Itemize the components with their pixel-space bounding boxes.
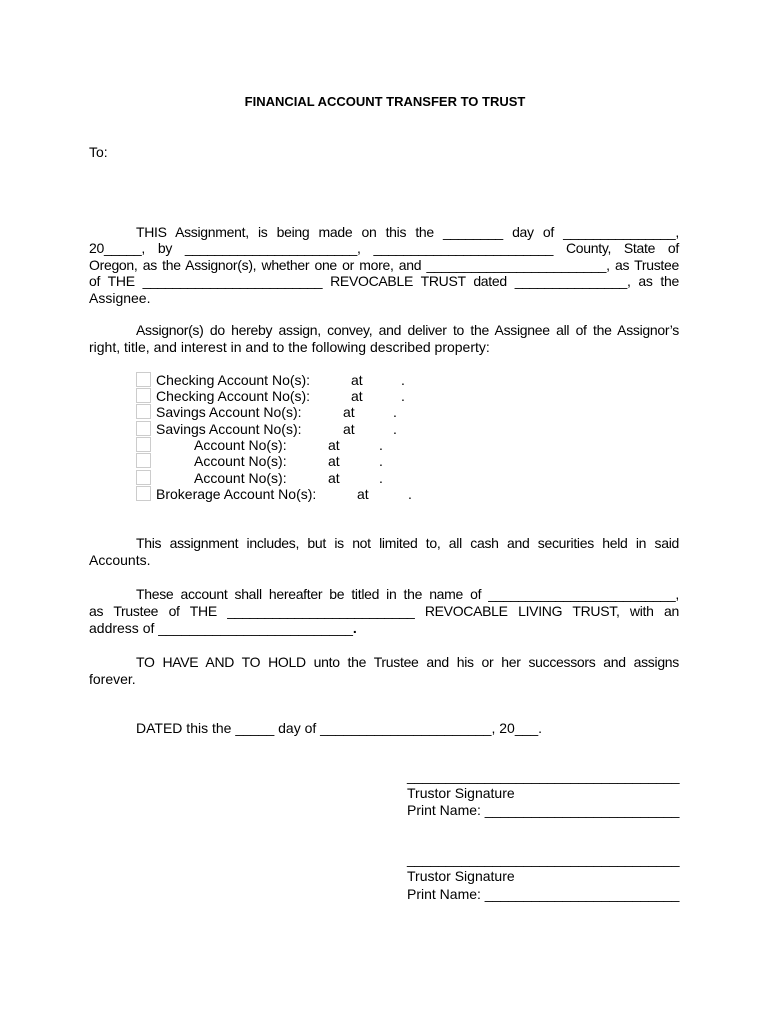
paragraph-line: of THE ________________________ REVOCABLE TRUST dated _______________, as the: [89, 273, 679, 289]
paragraph-line: Assignor(s) do hereby assign, convey, and deliver to the Assignee all of the Assignor’s: [136, 322, 679, 338]
account-end: .: [408, 486, 412, 502]
account-label: Checking Account No(s):: [156, 388, 311, 404]
account-end: .: [393, 421, 397, 437]
account-checkbox[interactable]: [136, 421, 151, 436]
account-end: .: [379, 453, 383, 469]
account-checkbox[interactable]: [136, 437, 151, 452]
account-checkbox[interactable]: [136, 372, 151, 387]
account-label: Savings Account No(s):: [156, 421, 302, 437]
account-at: at: [351, 372, 363, 388]
print-name-field[interactable]: Print Name: _________________________: [407, 802, 680, 818]
account-end: .: [401, 388, 405, 404]
account-checkbox[interactable]: [136, 404, 151, 419]
signature-line[interactable]: ___________________________________: [407, 768, 680, 784]
document-title: FINANCIAL ACCOUNT TRANSFER TO TRUST: [244, 94, 526, 109]
account-label: Account No(s):: [194, 437, 287, 453]
account-label: Account No(s):: [194, 453, 287, 469]
to-label: To:: [89, 144, 108, 160]
account-label: Account No(s):: [194, 470, 287, 486]
signature-label: Trustor Signature: [407, 868, 515, 884]
dated-line: DATED this the _____ day of ______________________, 20___.: [136, 720, 543, 736]
paragraph-line: Accounts.: [89, 552, 151, 568]
paragraph-line: These account shall hereafter be titled in the name of _________________________,: [136, 586, 679, 602]
paragraph-line: TO HAVE AND TO HOLD unto the Trustee and his or her successors and assigns: [136, 654, 679, 670]
account-label: Savings Account No(s):: [156, 404, 302, 420]
account-end: .: [393, 404, 397, 420]
paragraph-line: 20_____, by _______________________, ________________________ County, State of: [89, 240, 679, 256]
account-end: .: [379, 437, 383, 453]
signature-line[interactable]: ___________________________________: [407, 851, 680, 867]
account-at: at: [328, 453, 340, 469]
account-label: Checking Account No(s):: [156, 372, 311, 388]
account-at: at: [328, 437, 340, 453]
account-at: at: [357, 486, 369, 502]
paragraph-line: right, title, and interest in and to the following described property:: [89, 339, 490, 355]
paragraph-line: forever.: [89, 671, 136, 687]
paragraph-line: This assignment includes, but is not limited to, all cash and securities held in said: [136, 535, 679, 551]
account-checkbox[interactable]: [136, 486, 151, 501]
paragraph-line: as Trustee of THE _________________________ REVOCABLE LIVING TRUST, with an: [89, 603, 679, 619]
account-end: .: [379, 470, 383, 486]
account-at: at: [351, 388, 363, 404]
signature-label: Trustor Signature: [407, 785, 515, 801]
account-end: .: [401, 372, 405, 388]
account-checkbox[interactable]: [136, 453, 151, 468]
paragraph-line: Assignee.: [89, 290, 151, 306]
account-checkbox[interactable]: [136, 388, 151, 403]
paragraph-line: Oregon, as the Assignor(s), whether one or more, and ________________________, as Trustee: [89, 257, 679, 273]
paragraph-line: THIS Assignment, is being made on this the ________ day of _______________,: [136, 224, 679, 240]
account-checkbox[interactable]: [136, 470, 151, 485]
period: .: [352, 620, 357, 636]
account-at: at: [328, 470, 340, 486]
address-line: address of _________________________: [89, 620, 353, 636]
account-label: Brokerage Account No(s):: [156, 486, 317, 502]
print-name-field[interactable]: Print Name: _________________________: [407, 886, 680, 902]
paragraph-line: [89, 620, 679, 637]
account-at: at: [343, 421, 355, 437]
account-at: at: [343, 404, 355, 420]
